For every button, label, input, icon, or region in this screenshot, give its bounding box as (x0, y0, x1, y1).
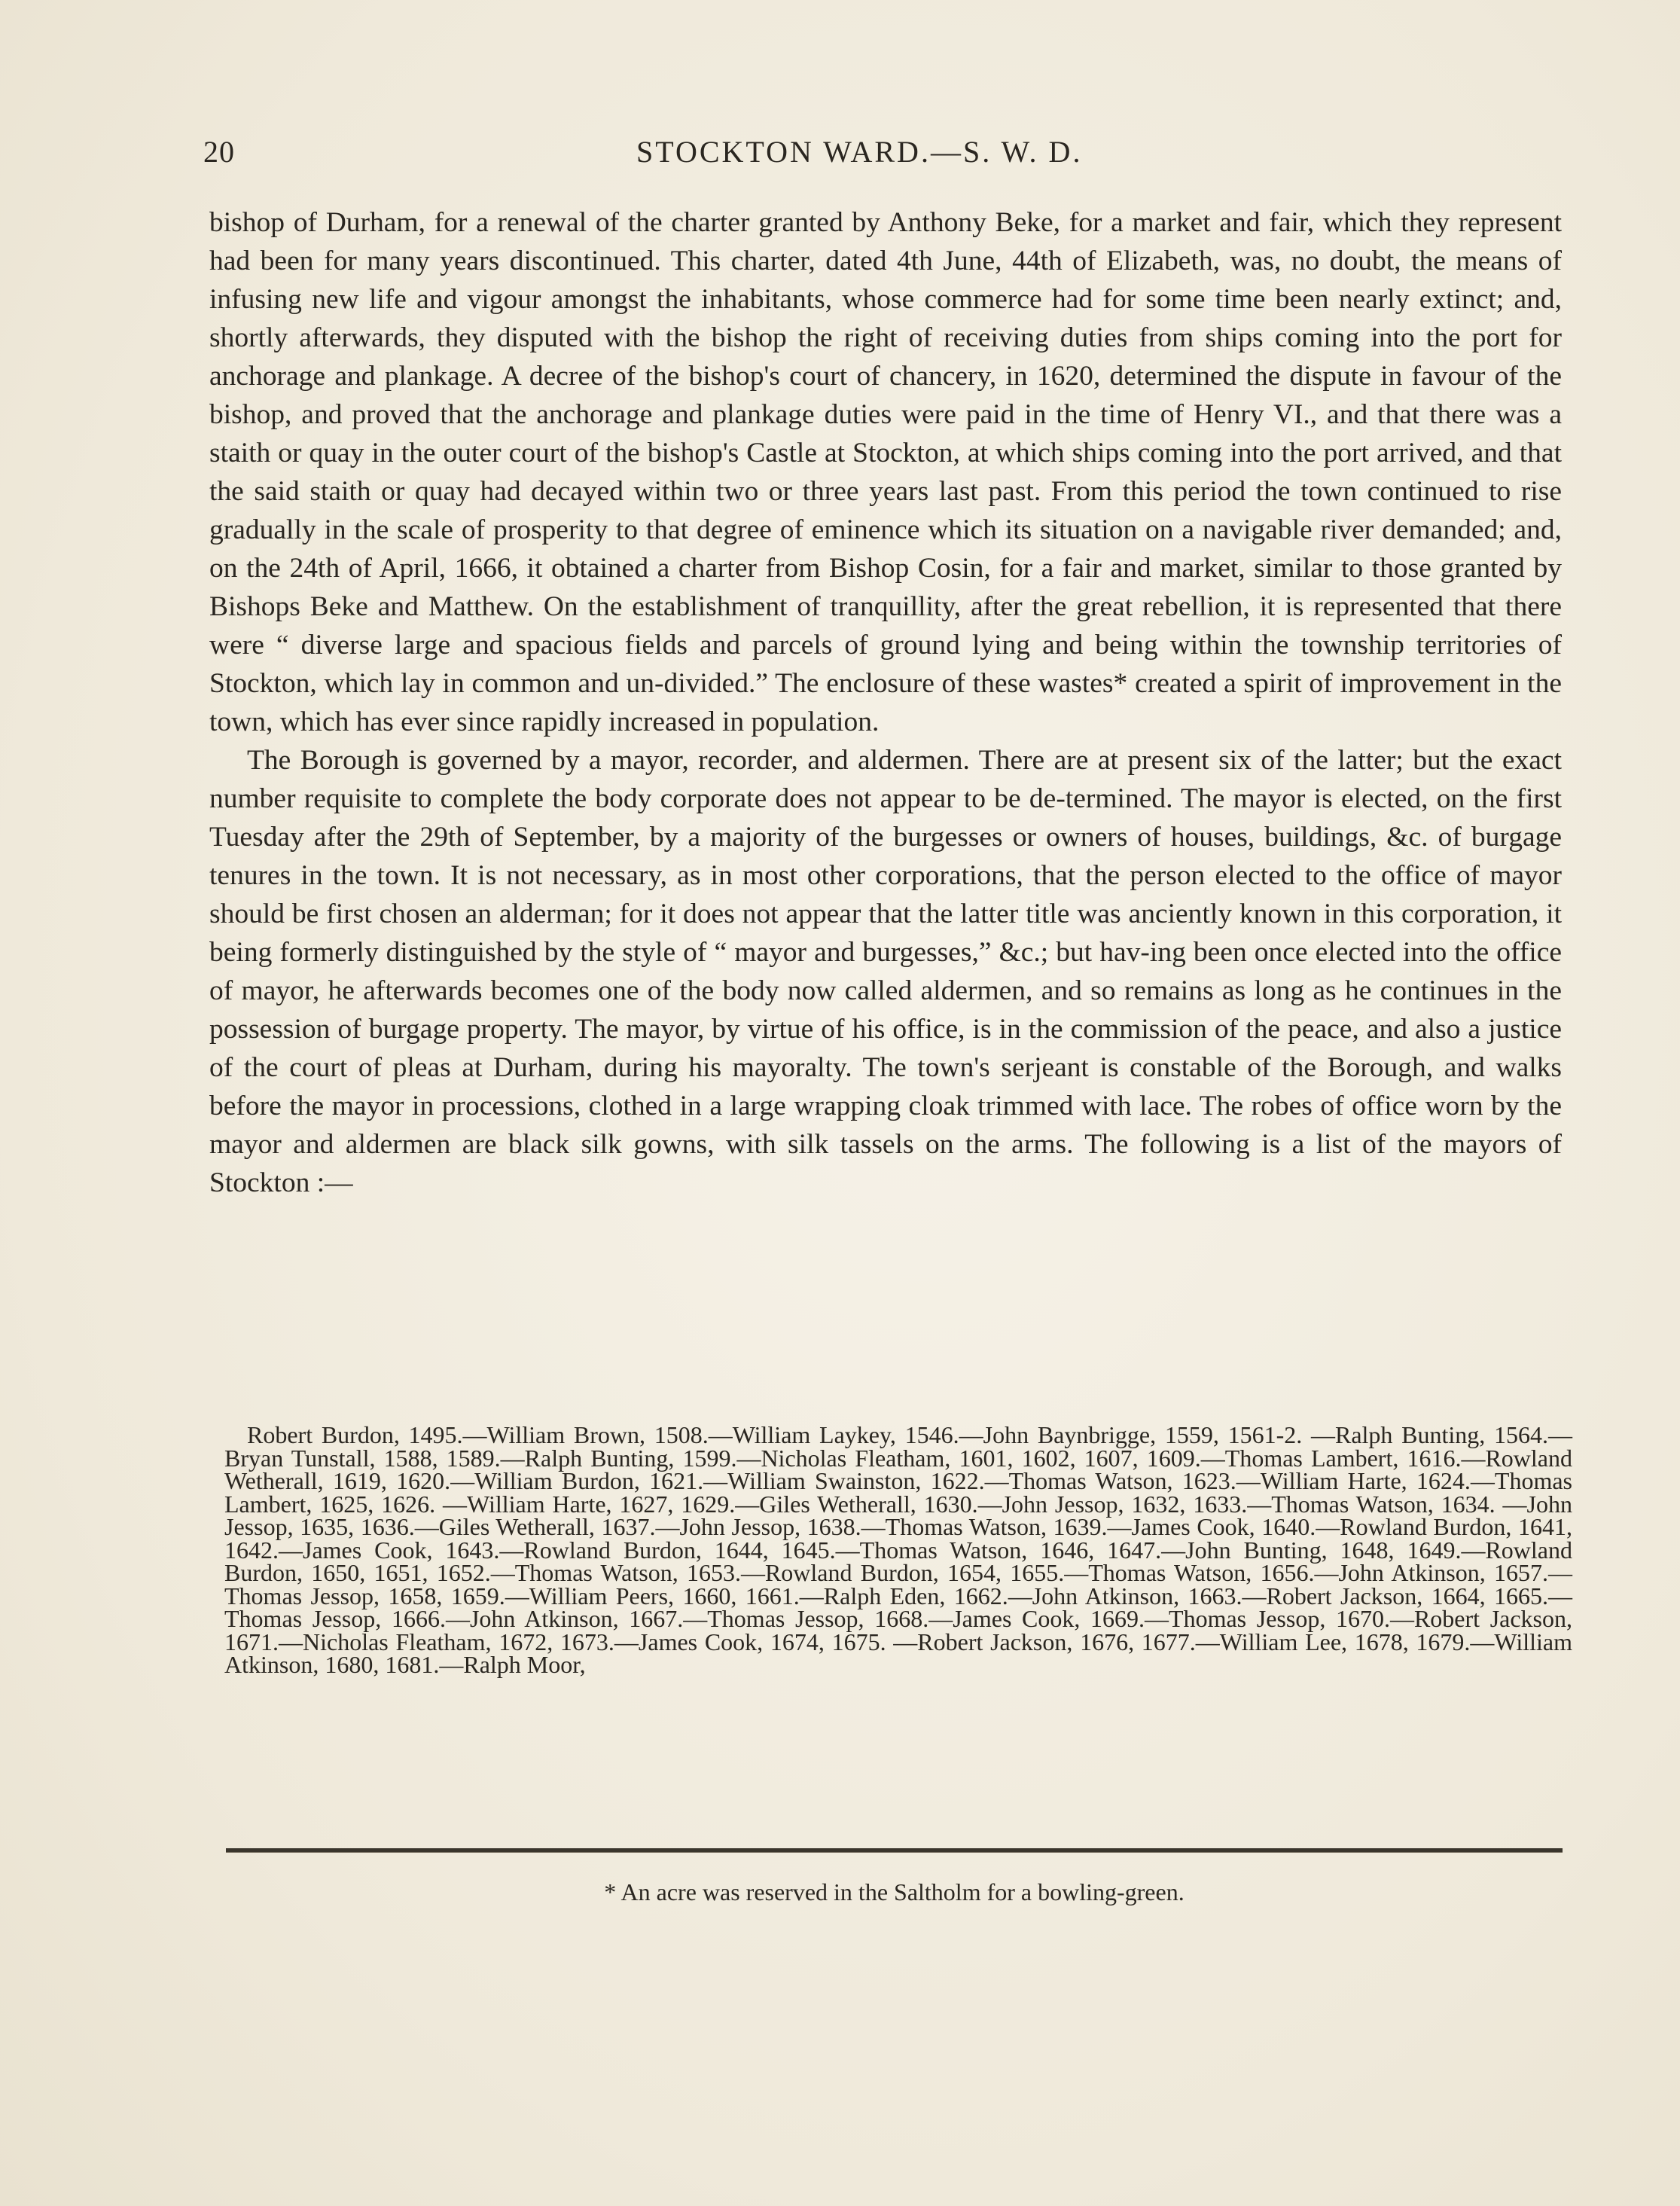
paragraph-charter-history: bishop of Durham, for a renewal of the charter granted by Anthony Beke, for a market and fair, which they represent had been for many years discontinued. This charter, dated 4th June, 44th of Elizabeth, was, no doubt, the means of infusing new life and vigour amongst the inhabitants, whose commerce had for some time been nearly extinct; and, shortly afterwards, they disputed with the bishop the right of receiving duties from ships coming into the port for anchorage and plankage. A decree of the bishop's court of chancery, in 1620, determined the dispute in favour of the bishop, and proved that the anchorage and plankage duties were paid in the time of Henry VI., and that there was a staith or quay in the outer court of the bishop's Castle at Stockton, at which ships coming into the port arrived, and that the said staith or quay had decayed within two or three years last past. From this period the town continued to rise gradually in the scale of prosperity to that degree of eminence which its situation on a navigable river demanded; and, on the 24th of April, 1666, it obtained a charter from Bishop Cosin, for a fair and market, similar to those granted by Bishops Beke and Matthew. On the establishment of tranquillity, after the great rebellion, it is represented that there were “ diverse large and spacious fields and parcels of ground lying and being within the township territories of Stockton, which lay in common and un-divided.” The enclosure of these wastes* created a spirit of improvement in the town, which has ever since rapidly increased in population. (209, 207, 1562, 737)
paragraph-borough-government: The Borough is governed by a mayor, recorder, and aldermen. There are at present six of the latter; but the exact number requisite to complete the body corporate does not appear to be de-termined. The mayor is elected, on the first Tuesday after the 29th of September, by a majority of the burgesses or owners of houses, buildings, &c. of burgage tenures in the town. It is not necessary, as in most other corporations, that the person elected to the office of mayor should be first chosen an alderman; for it does not appear that the latter title was anciently known in this corporation, it being formerly distinguished by the style of “ mayor and burgesses,” &c.; but hav-ing been once elected into the office of mayor, he afterwards becomes one of the body now called aldermen, and so remains as long as he continues in the possession of burgage property. The mayor, by virtue of his office, is in the commission of the peace, and also a justice of the court of pleas at Durham, during his mayoralty. The town's serjeant is constable of the Borough, and walks before the mayor in processions, clothed in a large wrapping cloak trimmed with lace. The robes of office worn by the mayor and aldermen are black silk gowns, with silk tassels on the arms. The following is a list of the mayors of Stockton :— (209, 745, 1562, 1198)
page-header (203, 134, 1574, 179)
main-text (209, 203, 1562, 1202)
mayors-list: Robert Burdon, 1495.—William Brown, 1508.—William Laykey, 1546.—John Baynbrigge, 1559, 1561-2. —Ralph Bunting, 1564.—Bryan Tunstall, 1588, 1589.—Ralph Bunting, 1599.—Nicholas Fleatham, 1601, 1602, 1607, 1609.—Thomas Lambert, 1616.—Rowland Wetherall, 1619, 1620.—William Burdon, 1621.—William Swainston, 1622.—Thomas Watson, 1623.—William Harte, 1624.—Thomas Lambert, 1625, 1626. —William Harte, 1627, 1629.—Giles Wetherall, 1630.—John Jessop, 1632, 1633.—Thomas Watson, 1634. —John Jessop, 1635, 1636.—Giles Wetherall, 1637.—John Jessop, 1638.—Thomas Watson, 1639.—James Cook, 1640.—Rowland Burdon, 1641, 1642.—James Cook, 1643.—Rowland Burdon, 1644, 1645.—Thomas Watson, 1646, 1647.—John Bunting, 1648, 1649.—Rowland Burdon, 1650, 1651, 1652.—Thomas Watson, 1653.—Rowland Burdon, 1654, 1655.—Thomas Watson, 1656.—John Atkinson, 1657.—Thomas Jessop, 1658, 1659.—William Peers, 1660, 1661.—Ralph Eden, 1662.—John Atkinson, 1663.—Robert Jackson, 1664, 1665.—Thomas Jessop, 1666.—John Atkinson, 1667.—Thomas Jessop, 1668.—James Cook, 1669.—Thomas Jessop, 1670.—Robert Jackson, 1671.—Nicholas Fleatham, 1672, 1673.—James Cook, 1674, 1675. —Robert Jackson, 1676, 1677.—William Lee, 1678, 1679.—William Atkinson, 1680, 1681.—Ralph Moor, (224, 1421, 1572, 1678)
footnote: * An acre was reserved in the Saltholm for a bowling-green. (604, 1878, 1185, 1905)
running-head: STOCKTON WARD.—S. W. D. (636, 135, 1083, 169)
page-number: 20 (203, 135, 235, 169)
footnote-divider (226, 1848, 1563, 1853)
